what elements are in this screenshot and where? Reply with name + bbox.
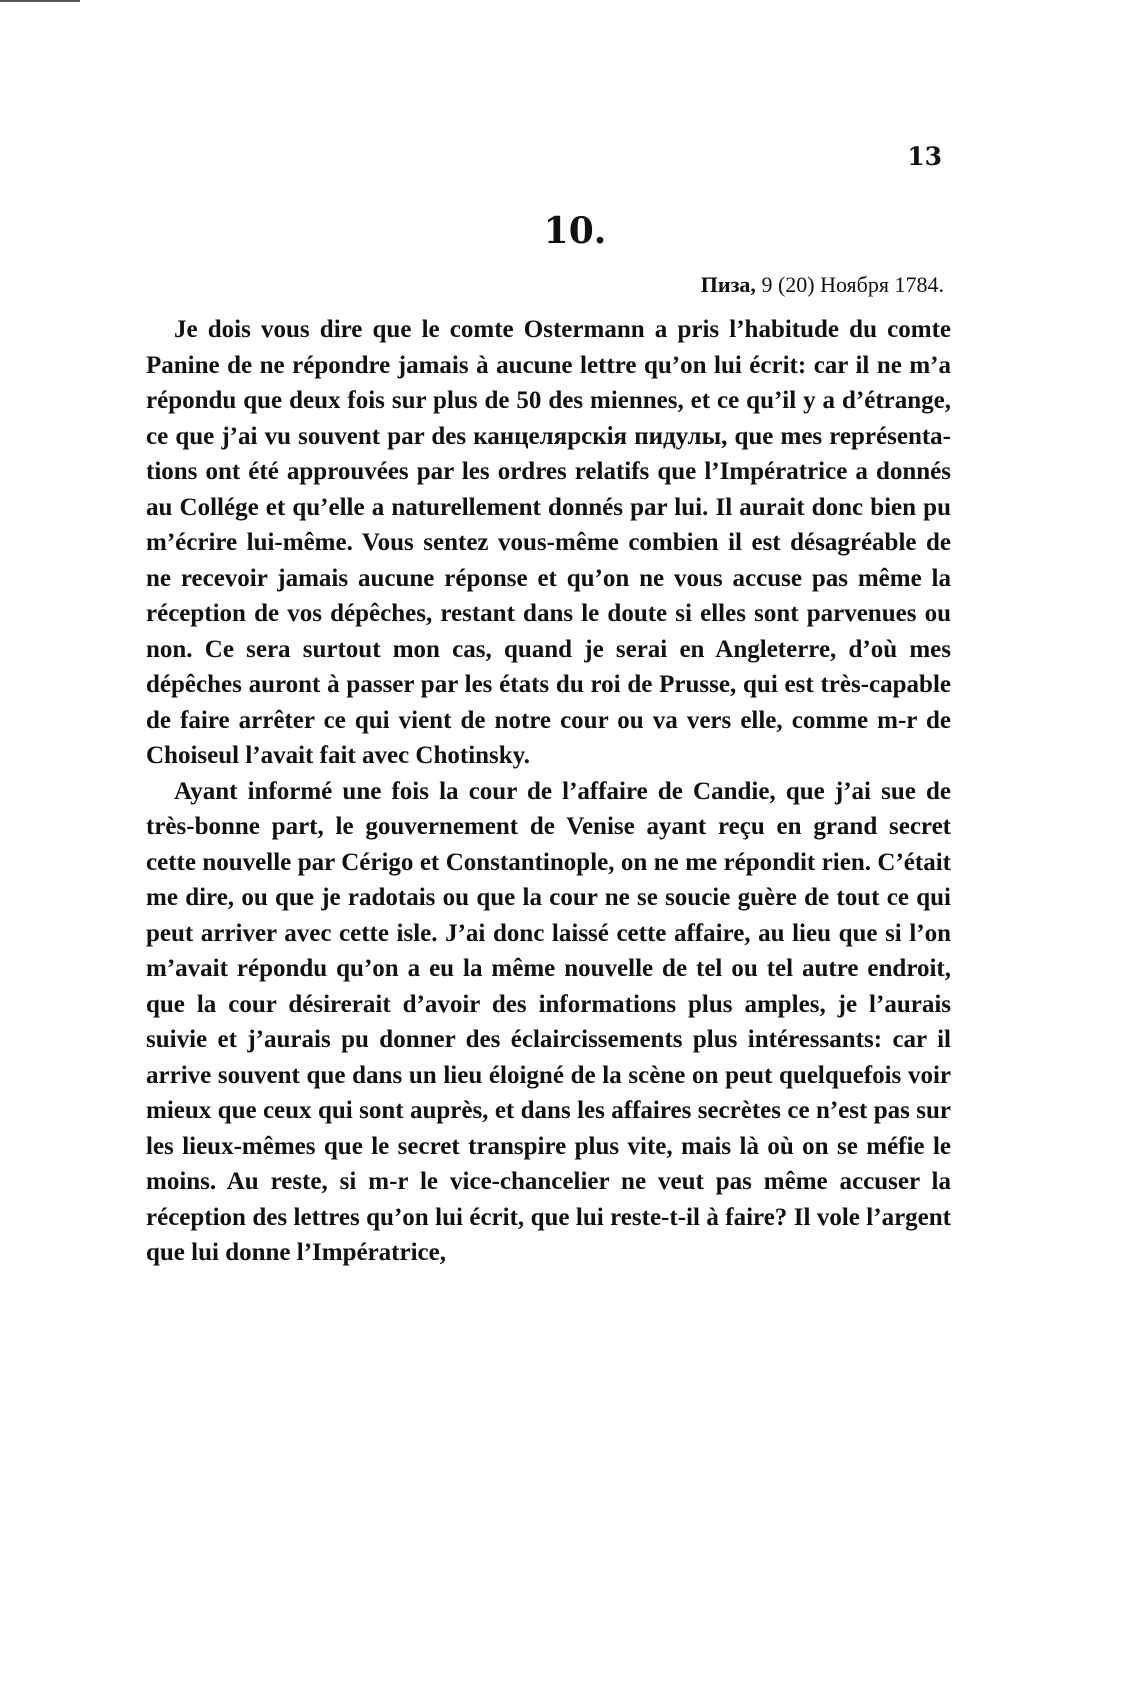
dateline — [701, 272, 944, 298]
scan-edge-mark — [0, 0, 80, 6]
paragraph-2: Ayant informé une fois la cour de l’affaire de Candie, que j’ai sue de très-bonne part, le gouvernement de Venise ayant reçu en grand secret cette nouvelle par Cérigo et Constantinople, on ne me répondit rien. C’était me dire, ou que je radotais ou que la cour ne se soucie guère de tout ce qui peut arriver avec cette isle. J’ai donc laissé cette affaire, au lieu que si l’on m’avait répondu qu’on a eu la même nouvelle de tel ou tel autre endroit, que la cour désirerait d’avoir des informations plus amples, je l’aurais suivie et j’aurais pu donner des éclaircissements plus intéressants: car il arrive souvent que dans un lieu éloigné de la scène on peut quelquefois voir mieux que ceux qui sont auprès, et dans les affaires secrètes ce n’est pas sur les lieux-mêmes que le secret transpire plus vite, mais là où on se méfie le moins. Au reste, si m-r le vice-chancelier ne veut pas même accuser la réception des lettres qu’on lui écrit, que lui reste-t-il à faire? Il vole l’argent que lui donne l’Impératrice, — [146, 777, 951, 1266]
page-number: 13 — [907, 142, 942, 171]
dateline-date: 9 (20) Ноября 1784. — [761, 272, 944, 297]
letter-body — [146, 312, 951, 1271]
dateline-place: Пиза, — [700, 272, 756, 297]
letter-number-heading: 10. — [543, 210, 607, 252]
paragraph-1: Je dois vous dire que le comte Ostermann a pris l’habitude du comte Panine de ne répondre jamais à aucune lettre qu’on lui écrit: car il ne m’a répondu que deux fois sur plus de 50 des miennes, et ce qu’il y a d’étrange, ce que j’ai vu souvent par des канцелярскія пидулы, que mes représentations ont été approuvées par les ordres relatifs que l’Impératrice a donnés au Collége et qu’elle a naturellement donnés par lui. Il aurait donc bien pu m’écrire lui-même. Vous sentez vous-même combien il est désagréable de ne recevoir jamais aucune réponse et qu’on ne vous accuse pas même la réception de vos dépêches, restant dans le doute si elles sont parvenues ou non. Ce sera surtout mon cas, quand je serai en Angleterre, d’où mes dépêches auront à passer par les états du roi de Prusse, qui est très-capable de faire arrêter ce qui vient de notre cour ou va vers elle, comme m-r de Choiseul l’avait fait avec Chotinsky. — [146, 316, 951, 769]
